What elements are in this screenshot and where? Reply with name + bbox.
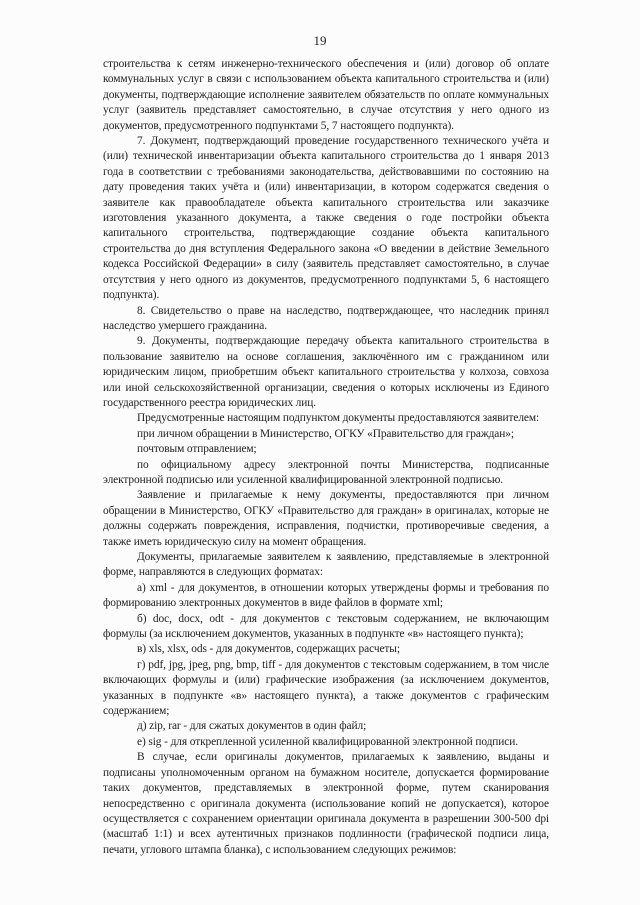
list-item: а) xml - для документов, в отношении которых утверждены формы и требования по формированию электронных документов в виде файлов в формате xml;: [103, 581, 549, 610]
paragraph: 8. Свидетельство о праве на наследство, подтверждающее, что наследник принял наследство умершего гражданина.: [103, 304, 549, 332]
page-number: 19: [313, 33, 327, 48]
paragraph: по официальному адресу электронной почты Министерства, подписанные электронной подписью или усиленной квалифицированной электронной подписью.: [103, 458, 549, 486]
list-item: б) doc, docx, odt - для документов с текстовым содержанием, не включающим формулы (за исключением документов, указанных в подпункте «в» настоящего пункта);: [103, 612, 549, 641]
document-body: [103, 57, 549, 858]
paragraph: при личном обращении в Министерство, ОГКУ «Правительство для граждан»;: [137, 427, 514, 440]
list-item: г) pdf, jpg, jpeg, png, bmp, tiff - для документов с текстовым содержанием, в том числе включающих формулы и (или) графические изображения (за исключением документов, указанных в подпункте «в» настоящего пункта), а также документов с графическим содержанием;: [103, 658, 549, 718]
paragraph: В случае, если оригиналы документов, прилагаемых к заявлению, выданы и подписаны уполномоченным органом на бумажном носителе, допускается формирование таких документов, представляемых в электронной форме, путем сканирования непосредственно с оригинала документа (использование копий не допускается), которое осуществляется с сохранением ориентации оригинала документа в разрешении 300-500 dpi (масштаб 1:1) и всех аутентичных признаков подлинности (графической подписи лица, печати, углового штампа бланка), с использованием следующих режимов:: [103, 751, 549, 856]
paragraph: Документы, прилагаемые заявителем к заявлению, представляемые в электронной форме, направляются в следующих форматах:: [103, 551, 549, 579]
paragraph: 7. Документ, подтверждающий проведение государственного технического учёта и (или) технической инвентаризации объекта капитального строительства до 1 января 2013 года в соответствии с требованиями законодательства, действовавшими по состоянию на дату проведения таких учёта и (или) инвентаризации, в котором содержатся сведения о заявителе как правообладателе объекта капитального строительства или заказчике изготовления указанного документа, а также сведения о годе постройки объекта капитального строительства, подтверждающие создание объекта капитального строительства до дня вступления Федерального закона «О введении в действие Земельного кодекса Российской Федерации» в силу (заявитель представляет самостоятельно, в случае отсутствия у него одного из документов, предусмотренного подпунктами 5, 6 настоящего подпункта).: [103, 135, 549, 302]
paragraph: почтовым отправлением;: [137, 443, 257, 456]
paragraph: Заявление и прилагаемые к нему документы, предоставляются при личном обращении в Министерство, ОГКУ «Правительство для граждан» в оригиналах, которые не должны содержать повреждения, исправления, подчистки, противоречивые сведения, а также иметь юридическую силу на момент обращения.: [103, 489, 549, 548]
list-item: в) xls, xlsx, ods - для документов, содержащих расчеты;: [137, 643, 400, 656]
list-item: е) sig - для открепленной усиленной квалифицированной электронной подписи.: [137, 735, 518, 748]
list-item: д) zip, rar - для сжатых документов в один файл;: [137, 720, 367, 733]
paragraph: Предусмотренные настоящим подпунктом документы предоставляются заявителем:: [137, 412, 540, 425]
paragraph: 9. Документы, подтверждающие передачу объекта капитального строительства в пользование заявителю на основе соглашения, заключённого им с гражданином или юридическим лицом, приобретшим объект капитального строительства у колхоза, совхоза или иной сельскохозяйственной организации, сведения о которых исключены из Единого государственного реестра юридических лиц.: [103, 335, 549, 409]
paragraph: строительства к сетям инженерно-технического обеспечения и (или) договор об оплате коммунальных услуг в связи с использованием объекта капитального строительства и (или) документы, подтверждающие исполнение заявителем обязательств по оплате коммунальных услуг (заявитель представляет самостоятельно, в случае отсутствия у него одного из документов, предусмотренного подпунктами 5, 7 настоящего подпункта).: [103, 58, 549, 132]
